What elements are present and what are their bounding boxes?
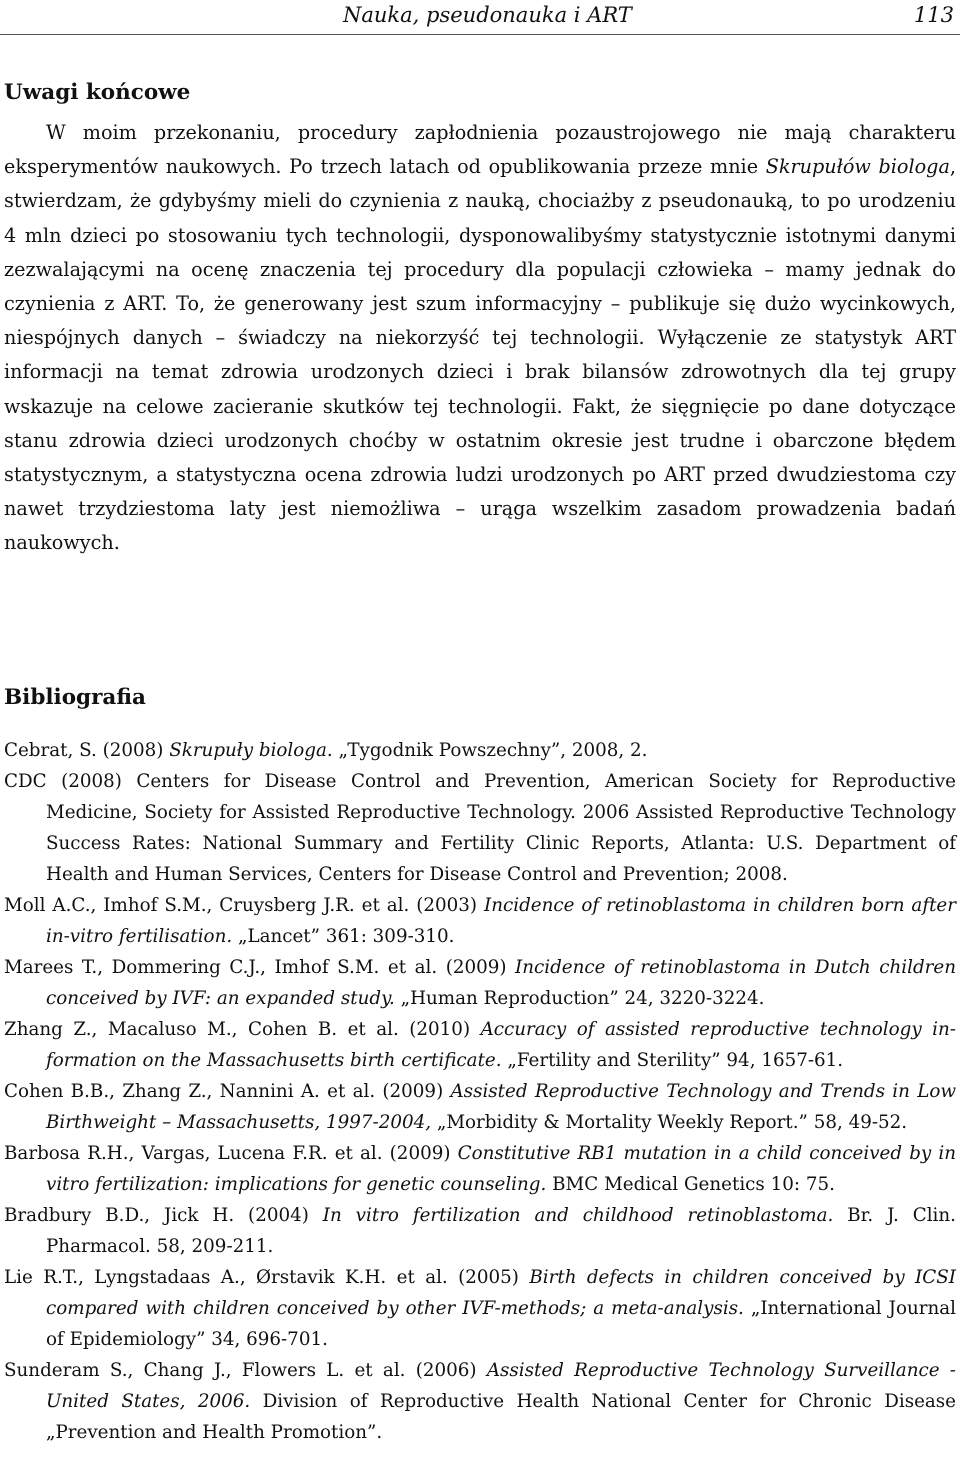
reference-title: Incidence of retinoblastoma in Dutch children conceived by IVF: an expanded study. xyxy=(46,957,956,1009)
remarks-cited-title: Skrupułów biologa xyxy=(765,155,950,179)
reference-source: „Morbidity & Mortality Weekly Report.” 58, 49-52. xyxy=(431,1112,908,1133)
remarks-text-part: W moim przekonaniu, procedury zapłodnienia pozaustrojowego nie mają charakteru eksperymentów naukowych. Po trzech latach od opublikowania przeze mnie xyxy=(4,121,956,179)
reference-authors: Cebrat, S. (2008) xyxy=(4,740,170,761)
reference-item xyxy=(4,1355,956,1448)
page-number: 113 xyxy=(913,3,954,27)
bibliography-list xyxy=(4,735,956,1448)
reference-title: Skrupuły biologa. xyxy=(169,740,333,761)
reference-authors: CDC (2008) Centers for Disease Control and Prevention, American Society for Reproductive Medicine, Society for Assisted Reproductive Technology. 2006 Assisted Reproductive Technology Success Rates: National Summary and Fertility Clinic Reports, Atlanta: U.S. Department of Health and Human Services, Centers for Disease Control and Prevention; 2008. xyxy=(4,771,956,885)
reference-title: In vitro fertilization and childhood retinoblastoma. xyxy=(322,1205,834,1226)
reference-item xyxy=(4,766,956,890)
reference-title: Constitutive RB1 mutation in a child conceived by in vitro fertilization: implications for genetic counseling. xyxy=(46,1143,956,1195)
reference-item xyxy=(4,1262,956,1355)
reference-title: Accuracy of assisted reproductive technology information on the Massachusetts birth certificate. xyxy=(46,1019,956,1071)
reference-title: Assisted Reproductive Technology Surveillance - United States, 2006. xyxy=(46,1360,956,1412)
reference-authors: Moll A.C., Imhof S.M., Cruysberg J.R. et al. (2003) xyxy=(4,895,485,916)
reference-authors: Bradbury B.D., Jick H. (2004) xyxy=(4,1205,323,1226)
reference-title: Assisted Reproductive Technology and Trends in Low Birthweight – Massachusetts, 1997-2004, xyxy=(46,1081,956,1133)
reference-source: Br. J. Clin. Pharmacol. 58, 209-211. xyxy=(46,1205,956,1257)
reference-authors: Lie R.T., Lyngstadaas A., Ørstavik K.H. et al. (2005) xyxy=(4,1267,530,1288)
reference-item xyxy=(4,952,956,1014)
remarks-text-part: , stwierdzam, że gdybyśmy mieli do czynienia z nauką, chociażby z pseudonauką, to po urodzeniu 4 mln dzieci po stosowaniu tych technologii, dysponowalibyśmy statystycznie istotnymi danymi zezwalającymi na ocenę znaczenia tej procedury dla populacji człowieka – mamy jednak do czynienia z ART. To, że generowany jest szum informacyjny – publikuje się dużo wycinkowych, niespójnych danych – świadczy na niekorzyść tej technologii. Wyłączenie ze statystyk ART informacji na temat zdrowia urodzonych dzieci i brak bilansów zdrowotnych dla tej grupy wskazuje na celowe zacieranie skutków tej technologii. Fakt, że sięgnięcie po dane dotyczące stanu zdrowia dzieci urodzonych choćby w ostatnim okresie jest trudne i obarczone błędem statystycznym, a statystyczna ocena zdrowia ludzi urodzonych po ART przed dwudziestoma czy nawet trzydziestoma laty jest niemożliwa – urąga wszelkim zasadom prowadzenia badań naukowych. xyxy=(4,155,957,555)
reference-item xyxy=(4,735,956,766)
running-title: Nauka, pseudonauka i ART xyxy=(343,3,632,27)
reference-source: BMC Medical Genetics 10: 75. xyxy=(546,1174,835,1195)
reference-source: Division of Reproductive Health National Center for Chronic Disease „Prevention and Health Promotion”. xyxy=(46,1391,956,1443)
reference-source: „Human Reproduction” 24, 3220-3224. xyxy=(394,988,765,1009)
running-header xyxy=(0,0,960,35)
reference-item xyxy=(4,1138,956,1200)
reference-authors: Cohen B.B., Zhang Z., Nannini A. et al. (2009) xyxy=(4,1081,451,1102)
reference-item xyxy=(4,890,956,952)
reference-authors: Barbosa R.H., Vargas, Lucena F.R. et al. (2009) xyxy=(4,1143,458,1164)
reference-title: Incidence of retinoblastoma in children born after in-vitro fertilisation. xyxy=(46,895,956,947)
reference-item xyxy=(4,1076,956,1138)
reference-item xyxy=(4,1014,956,1076)
reference-source: „International Journal of Epidemiology” 34, 696-701. xyxy=(46,1298,956,1350)
reference-authors: Sunderam S., Chang J., Flowers L. et al. (2006) xyxy=(4,1360,487,1381)
reference-authors: Marees T., Dommering C.J., Imhof S.M. et al. (2009) xyxy=(4,957,516,978)
reference-source: „Lancet” 361: 309-310. xyxy=(232,926,455,947)
reference-source: „Fertility and Sterility” 94, 1657-61. xyxy=(501,1050,844,1071)
reference-source: „Tygodnik Powszechny”, 2008, 2. xyxy=(332,740,648,761)
reference-item xyxy=(4,1200,956,1262)
reference-title: Birth defects in children conceived by ICSI compared with children conceived by other IVF-methods; a meta-analysis. xyxy=(46,1267,957,1319)
reference-authors: Zhang Z., Macaluso M., Cohen B. et al. (2010) xyxy=(4,1019,481,1040)
section-heading-bibliography: Bibliografia xyxy=(4,685,146,710)
remarks-paragraph xyxy=(4,116,956,561)
section-heading-remarks: Uwagi końcowe xyxy=(4,80,191,105)
